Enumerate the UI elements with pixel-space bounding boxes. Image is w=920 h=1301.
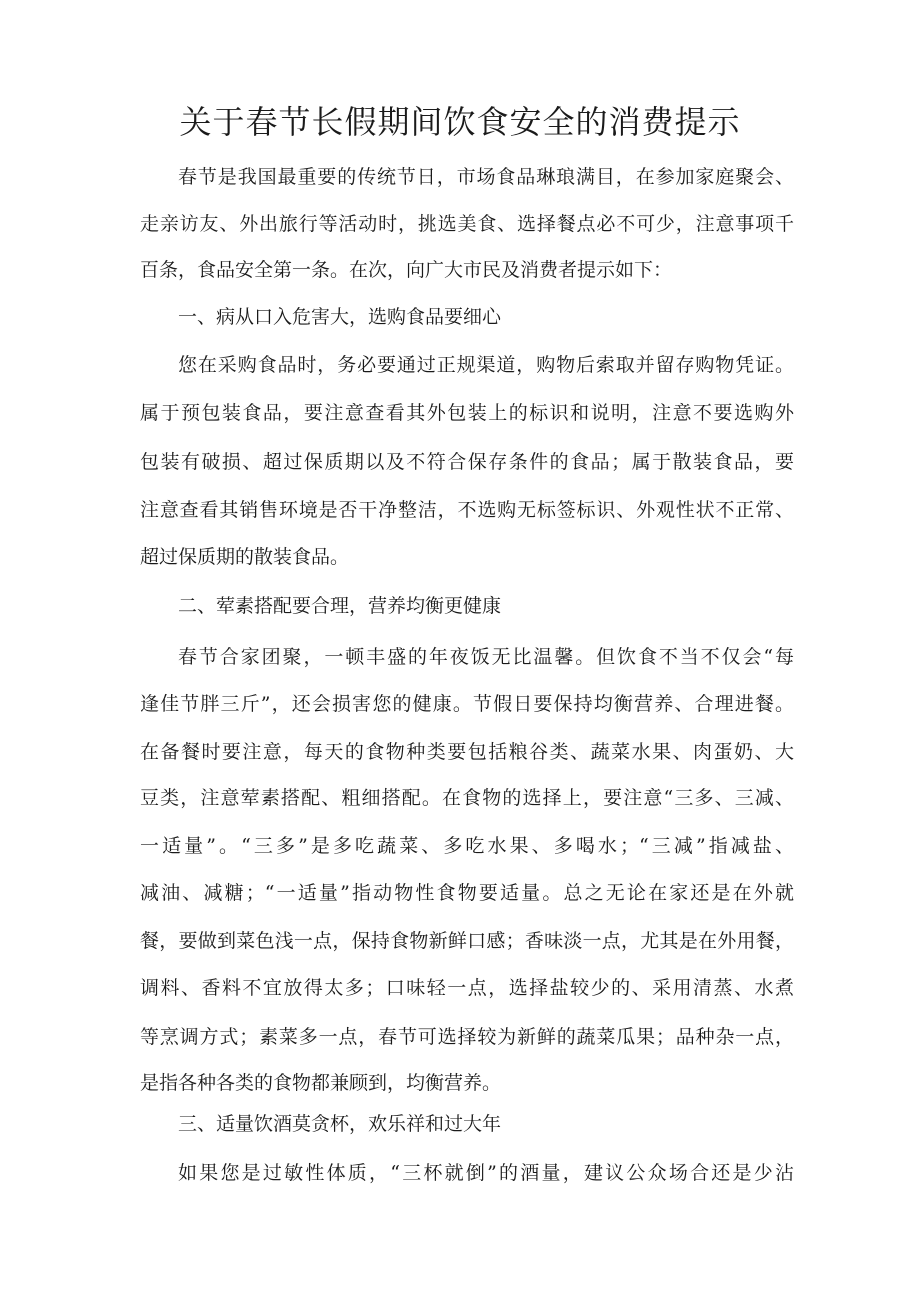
paragraph-line: 豆类，注意荤素搭配、粗细搭配。在食物的选择上，要注意“三多、三减、: [140, 787, 794, 809]
paragraph-line: 超过保质期的散装食品。: [140, 546, 350, 568]
section-heading: 二、荤素搭配要合理，营养均衡更健康: [178, 595, 502, 617]
paragraph-line: 一适量”。“三多”是多吃蔬菜、多吃水果、多喝水；“三减”指减盐、: [140, 835, 794, 857]
document-title: 关于春节长假期间饮食安全的消费提示: [179, 103, 741, 141]
paragraph-line: 如果您是过敏性体质，“三杯就倒”的酒量，建议公众场合还是少沾: [178, 1162, 794, 1184]
paragraph-line: 逢佳节胖三斤”，还会损害您的健康。节假日要保持均衡营养、合理进餐。: [140, 693, 794, 715]
paragraph-line: 您在采购食品时，务必要通过正规渠道，购物后索取并留存购物凭证。: [178, 354, 794, 376]
paragraph-line: 春节合家团聚，一顿丰盛的年夜饭无比温馨。但饮食不当不仅会“每: [178, 646, 794, 668]
paragraph-line: 注意查看其销售环境是否干净整洁，不选购无标签标识、外观性状不正常、: [140, 499, 794, 521]
paragraph-line: 百条，食品安全第一条。在次，向广大市民及消费者提示如下：: [140, 259, 673, 281]
paragraph-line: 是指各种各类的食物都兼顾到，均衡营养。: [140, 1072, 502, 1094]
paragraph-line: 在备餐时要注意，每天的食物种类要包括粮谷类、蔬菜水果、肉蛋奶、大: [140, 741, 794, 763]
paragraph-line: 调料、香料不宜放得太多；口味轻一点，选择盐较少的、采用清蒸、水煮: [140, 977, 794, 999]
paragraph-line: 春节是我国最重要的传统节日，市场食品琳琅满目，在参加家庭聚会、: [178, 166, 794, 188]
paragraph-line: 属于预包装食品，要注意查看其外包装上的标识和说明，注意不要选购外: [140, 402, 794, 424]
section-heading: 一、病从口入危害大，选购食品要细心: [178, 306, 502, 328]
section-heading: 三、适量饮酒莫贪杯，欢乐祥和过大年: [178, 1113, 502, 1135]
paragraph-line: 餐，要做到菜色浅一点，保持食物新鲜口感；香味淡一点，尤其是在外用餐，: [140, 930, 794, 952]
paragraph-line: 走亲访友、外出旅行等活动时，挑选美食、选择餐点必不可少，注意事项千: [140, 213, 794, 235]
paragraph-line: 包装有破损、超过保质期以及不符合保存条件的食品；属于散装食品，要: [140, 451, 794, 473]
paragraph-line: 减油、减糖；“一适量”指动物性食物要适量。总之无论在家还是在外就: [140, 882, 794, 904]
paragraph-line: 等烹调方式；素菜多一点，春节可选择较为新鲜的蔬菜瓜果；品种杂一点，: [140, 1026, 794, 1048]
